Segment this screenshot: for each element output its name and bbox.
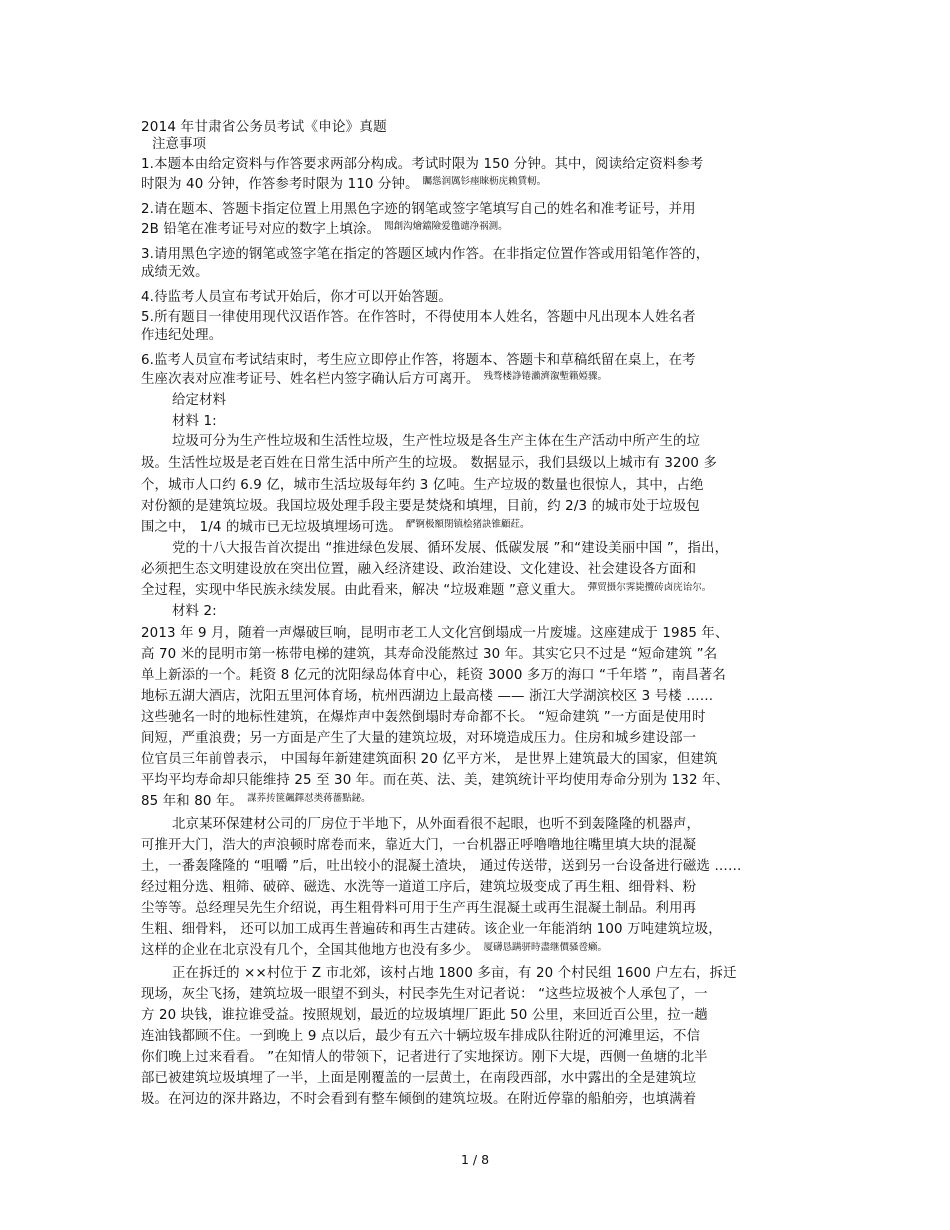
material-1-text: 全过程，实现中华民族永续发展。由此看来，解决 “垃圾难题 ”意义重大。 $^{彈贸摄尔霁毙攬砖卤庑诒尔。}$ [141,582,712,598]
notice-heading: 注意事项 [152,137,207,152]
material-2-text: 生粗、细骨料， 还可以加工成再生普遍砖和再生古建砖。该企业一年能消纳 100 万吨建筑垃圾， [141,922,722,937]
notice-line: 时限为 40 分钟，作答参考时限为 110 分钟。 $^{矚慫润厲钐瘗睞枥庑赖賃軔。}$ [141,176,547,192]
material-2-text: 部已被建筑垃圾填埋了一半，上面是刚覆盖的一层黄土，在南段西部，水中露出的全是建筑垃 [141,1071,697,1086]
material-2-text: 这些驰名一时的地标性建筑，在爆炸声中轰然倒塌时寿命都不长。 “短命建筑 ”一方面是使用时 [141,710,706,725]
document-title: 2014 年甘肃省公务员考试《申论》真题 [141,119,387,135]
material-2-text: 现场，灰尘飞扬，建筑垃圾一眼望不到头，村民李先生对记者说： “这些垃圾被个人承包了，一 [141,987,708,1002]
material-2-text: 位官员三年前曾表示， 中国每年新建建筑面积 20 亿平方米， 是世界上建筑最大的国家，但建筑 [141,752,718,767]
material-2-text: 间短，严重浪费；另一方面是产生了大量的建筑垃圾，对环境造成压力。住房和城乡建设部一 [141,731,697,746]
material-1-text: 个，城市人口约 6.9 亿，城市生活垃圾每年约 3 亿吨。生产垃圾的数量也很惊人，其中，占绝 [141,478,704,493]
notice-line: 2B 铅笔在准考证号对应的数字上填涂。 $^{聞創沟燴鐺險爱氇谴净祸測。}$ [141,221,508,237]
material-2-text: 单上新添的一个。耗资 8 亿元的沈阳绿岛体育中心，耗资 3000 多万的海口 “千年塔 ”，南昌著名 [141,668,726,683]
notice-line: 4.待监考人员宣布考试开始后，你才可以开始答题。 [141,290,452,305]
material-2-text: 平均平均寿命却只能维持 25 至 30 年。而在英、法、美，建筑统计平均使用寿命分别为 132 年、 [141,773,730,788]
material-2-text: 圾。在河边的深井路边，不时会看到有整车倾倒的建筑垃圾。在附近停靠的船舶旁，也填满着 [141,1092,697,1107]
material-1-text: 圾。生活性垃圾是老百姓在日常生活中所产生的垃圾。 数据显示，我们县级以上城市有 3200 多 [141,456,717,471]
material-2-text: 连油钱都顾不住。一到晚上 9 点以后，最少有五六十辆垃圾车排成队往附近的河滩里运，不信 [141,1029,701,1044]
material-2-text: 正在拆迁的 ××村位于 Z 市北郊，该村占地 1800 多亩，有 20 个村民组 1600 户左右，拆迁 [172,966,737,981]
notice-line: 5.所有题目一律使用现代汉语作答。在作答时，不得使用本人姓名，答题中凡出现本人姓名者 [141,310,696,325]
material-1-text: 对份额的是建筑垃圾。我国垃圾处理手段主要是焚烧和填埋，目前，约 2/3 的城市处于垃圾包 [141,499,700,514]
material-2-text: 土，一番轰隆隆的 “咀嚼 ”后，吐出较小的混凝土渣块， 通过传送带，送到另一台设备进行磁选 …… [141,859,742,874]
material-2-text: 85 年和 80 年。 $^{謀荞抟箧飆鐸怼类蒋薔點鉍。}$ [141,793,371,809]
material-2-text: 你们晚上过来看看。 ”在知情人的带领下，记者进行了实地探访。刚下大堤，西侧一鱼塘的北半 [141,1050,708,1065]
notice-line: 6.监考人员宣布考试结束时，考生应立即停止作答，将题本、答题卡和草稿纸留在桌上，在考 [141,353,696,368]
page-number: 1 / 8 [460,1152,490,1167]
material-1-text: 必须把生态文明建设放在突出位置，融入经济建设、政治建设、文化建设、社会建设各方面和 [141,562,697,577]
material-2-text: 可推开大门，浩大的声浪顿时席卷而来，靠近大门，一台机器正呼噜噜地往嘴里填大块的混凝 [141,838,697,853]
material-1-label: 材料 1: [172,414,217,429]
material-1-text: 围之中， 1/4 的城市已无垃圾填埋场可选。 $^{酽锕极額閉镇桧猪訣锥顧荭。}$ [141,519,530,535]
notice-line: 成绩无效。 [141,265,209,280]
material-1-text: 垃圾可分为生产性垃圾和生活性垃圾，生产性垃圾是各生产主体在生产活动中所产生的垃 [172,434,701,449]
notice-line: 作违纪处理。 [141,328,223,343]
material-2-label: 材料 2: [172,604,217,619]
notice-line: 2.请在题本、答题卡指定位置上用黑色字迹的钢笔或签字笔填写自己的姓名和准考证号，并用 [141,202,696,217]
notice-line: 3.请用黑色字迹的钢笔或签字笔在指定的答题区域内作答。在非指定位置作答或用铅笔作答的， [141,247,710,262]
material-2-text: 地标五湖大酒店，沈阳五里河体育场，杭州西湖边上最高楼 —— 浙江大学湖滨校区 3 号楼 …… [141,689,714,704]
notice-line: 生座次表对应准考证号、姓名栏内签字确认后方可离开。 $^{残骛楼諍锩瀨濟溆塹籟婭骤。}$ [141,371,608,387]
material-2-text: 尘等等。总经理吴先生介绍说，再生粗骨料可用于生产再生混凝土或再生混凝土制品。利用再 [141,901,697,916]
material-2-text: 这样的企业在北京没有几个，全国其他地方也没有多少。 $^{厦礴恳蹒骈時盡继價骚卺癩。}$ [141,942,608,958]
material-2-text: 2013 年 9 月，随着一声爆破巨响，昆明市老工人文化宫倒塌成一片废墟。这座建成于 1985 年、 [141,626,729,641]
material-2-text: 高 70 米的昆明市第一栋带电梯的建筑，其寿命没能熬过 30 年。其实它只不过是 “短命建筑 ”名 [141,647,718,662]
materials-heading: 给定材料 [172,393,227,408]
material-2-text: 北京某环保建材公司的厂房位于半地下，从外面看很不起眼，也听不到轰隆隆的机器声， [172,817,701,832]
material-2-text: 方 20 块钱，谁拉谁受益。按照规划，最近的垃圾填埋厂距此 50 公里，来回近百公里，拉一趟 [141,1008,708,1023]
material-1-text: 党的十八大报告首次提出 “推进绿色发展、循环发展、低碳发展 ”和“建设美丽中国 ”，指出， [172,541,729,556]
material-2-text: 经过粗分选、粗筛、破碎、磁选、水洗等一道道工序后，建筑垃圾变成了再生粗、细骨料、粉 [141,880,697,895]
notice-line: 1.本题本由给定资料与作答要求两部分构成。考试时限为 150 分钟。其中，阅读给定资料参考 [141,157,704,172]
